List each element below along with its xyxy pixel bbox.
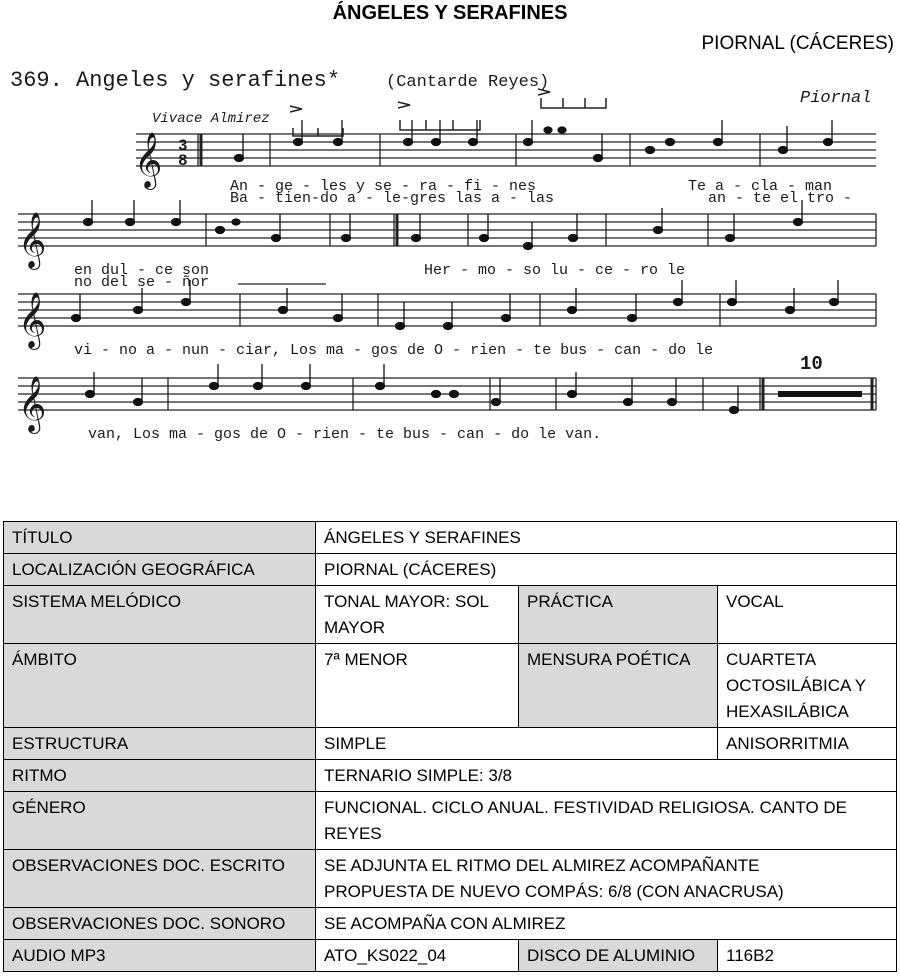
ritmo-label: RITMO: [4, 760, 316, 792]
treble-clef-icon: 𝄞: [18, 217, 47, 271]
lyrics-line-1a: An - ge - les y se - ra - fi - nes: [230, 178, 537, 195]
location-heading: PIORNAL (CÁCERES): [701, 33, 894, 54]
estructura-value: SIMPLE: [316, 728, 718, 760]
audio-label: AUDIO MP3: [4, 940, 316, 972]
table-row: [4, 728, 897, 760]
lyrics-line-4: van, Los ma - gos de O - rien - te bus - can - do le van.: [88, 426, 602, 443]
table-row: [4, 586, 897, 644]
ambito-label: ÁMBITO: [4, 644, 316, 728]
time-signature: 3: [178, 137, 188, 155]
table-row: [4, 554, 897, 586]
lyrics-line-2b: no del se - ñor: [74, 274, 210, 291]
obs-escrito-label: OBSERVACIONES DOC. ESCRITO: [4, 850, 316, 908]
titulo-value: ÁNGELES Y SERAFINES: [316, 522, 897, 554]
table-row: [4, 522, 897, 554]
disco-label: DISCO DE ALUMINIO: [519, 940, 718, 972]
obs-sonoro-label: OBSERVACIONES DOC. SONORO: [4, 908, 316, 940]
notes-staff-2: [84, 200, 803, 250]
estructura-extra: ANISORRITMIA: [718, 728, 897, 760]
treble-clef-icon: 𝄞: [18, 297, 47, 351]
mensura-value: CUARTETA OCTOSILÁBICA Y HEXASILÁBICA: [718, 644, 897, 728]
table-row: [4, 908, 897, 940]
obs-escrito-value: [316, 850, 897, 908]
table-row: [4, 850, 897, 908]
lyrics-line-3: vi - no a - nun - ciar, Los ma - gos de O - rien - te bus - can - do le: [74, 342, 714, 359]
metadata-table: [3, 521, 897, 972]
audio-value: ATO_KS022_04: [316, 940, 519, 972]
table-row: [4, 644, 897, 728]
treble-clef-icon: 𝄞: [18, 381, 47, 435]
score-subtitle: (Cantarde Reyes): [386, 73, 550, 92]
staff-2: [18, 214, 876, 246]
score-tempo: Vivace Almirez: [152, 111, 270, 127]
sistema-value: TONAL MAYOR: SOL MAYOR: [316, 586, 519, 644]
genero-label: GÉNERO: [4, 792, 316, 850]
notes-staff-1: [235, 120, 833, 162]
lyrics-line-2c: Her - mo - so lu - ce - ro le: [424, 262, 686, 279]
practica-value: VOCAL: [718, 586, 897, 644]
score-number-title: 369. Angeles y serafines*: [10, 68, 341, 93]
titulo-label: TÍTULO: [4, 522, 316, 554]
table-row: [4, 760, 897, 792]
time-signature-denominator: 8: [178, 152, 188, 170]
localizacion-label: LOCALIZACIÓN GEOGRÁFICA: [4, 554, 316, 586]
measure-number: 10: [800, 353, 823, 375]
ritmo-value: TERNARIO SIMPLE: 3/8: [316, 760, 897, 792]
score-place: Piornal: [800, 89, 872, 108]
sistema-label: SISTEMA MELÓDICO: [4, 586, 316, 644]
obs-escrito-line-2: PROPUESTA DE NUEVO COMPÁS: 6/8 (CON ANACRUSA): [324, 882, 784, 901]
table-row: [4, 792, 897, 850]
disco-value: 116B2: [718, 940, 897, 972]
ambito-value: 7ª MENOR: [316, 644, 519, 728]
page-title: ÁNGELES Y SERAFINES: [332, 2, 568, 24]
lyrics-line-1c: Ba - tien-do a - le-gres las a - las: [230, 190, 555, 207]
table-row: [4, 940, 897, 972]
lyrics-line-2a: en dul - ce son: [74, 262, 210, 279]
obs-sonoro-value: SE ACOMPAÑA CON ALMIREZ: [316, 908, 897, 940]
mensura-label: MENSURA POÉTICA: [519, 644, 718, 728]
music-score-scan: [8, 58, 892, 458]
staff-4: [18, 378, 876, 410]
localizacion-value: PIORNAL (CÁCERES): [316, 554, 897, 586]
obs-escrito-line-1: SE ADJUNTA EL RITMO DEL ALMIREZ ACOMPAÑANTE: [324, 856, 760, 875]
practica-label: PRÁCTICA: [519, 586, 718, 644]
genero-value: FUNCIONAL. CICLO ANUAL. FESTIVIDAD RELIGIOSA. CANTO DE REYES: [316, 792, 897, 850]
multi-measure-rest: [778, 391, 862, 397]
notes-staff-4: [86, 364, 739, 414]
staff-3: [18, 294, 876, 326]
estructura-label: ESTRUCTURA: [4, 728, 316, 760]
lyrics-line-1d: an - te el tro -: [708, 190, 853, 207]
staff-1: [136, 134, 876, 166]
treble-clef-icon: 𝄞: [134, 137, 163, 191]
lyrics-line-1b: Te a - cla - man: [688, 178, 833, 195]
